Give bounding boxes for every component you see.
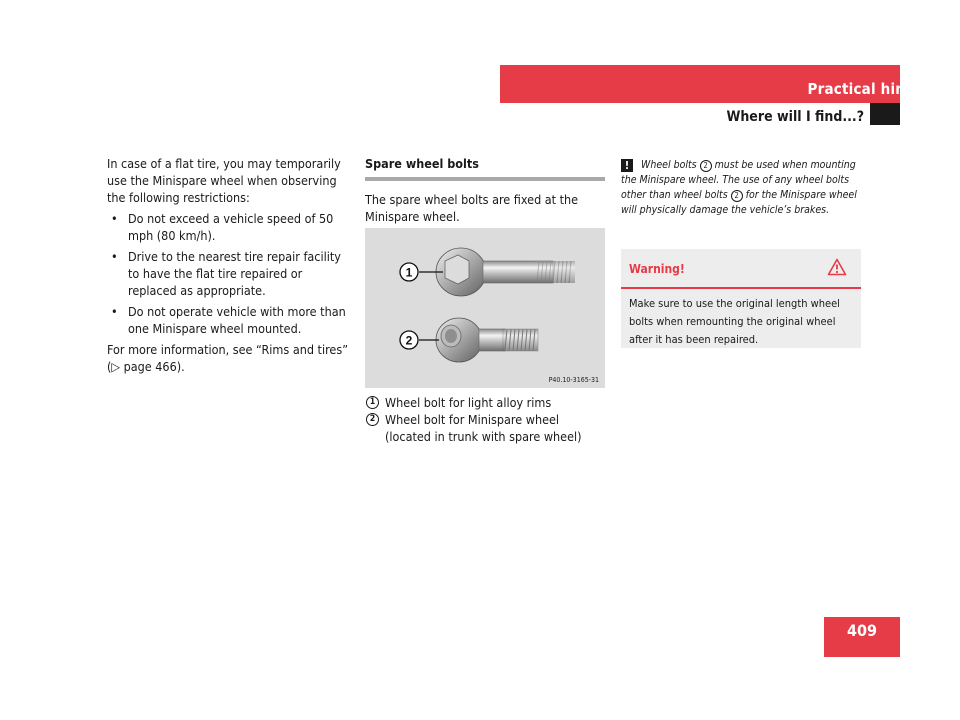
left-column xyxy=(107,155,352,379)
ref-number: 2 xyxy=(700,160,712,172)
callout-2-label: 2 xyxy=(405,333,413,348)
exclamation-icon: ! xyxy=(621,159,633,172)
subsection-title: Where will I find...? xyxy=(726,109,864,125)
light-alloy-bolt xyxy=(436,248,575,296)
legend-item xyxy=(365,411,605,445)
bullet-icon: • xyxy=(111,304,118,319)
legend-number: 1 xyxy=(366,396,379,409)
warning-title: Warning! xyxy=(629,262,685,276)
legend-number: 2 xyxy=(366,413,379,426)
legend-item xyxy=(365,394,605,411)
list-item: • Do not operate vehicle with more than one Minispare wheel mounted. xyxy=(111,304,346,336)
heading-rule xyxy=(365,177,605,181)
list-item: • Drive to the nearest tire repair facility to have the flat tire repaired or replaced as appropriate. xyxy=(111,249,341,298)
list-item: • Do not exceed a vehicle speed of 50 mph (80 km/h). xyxy=(111,211,334,243)
wheel-bolts-illustration xyxy=(365,228,605,388)
intro-text: In case of a flat tire, you may temporarily use the Minispare wheel when observing the following restrictions: xyxy=(107,156,341,205)
section-title: Practical hints xyxy=(807,80,920,98)
callout-1-label: 1 xyxy=(405,265,413,280)
page-number: 409 xyxy=(846,621,878,640)
bullet-icon: • xyxy=(111,249,118,264)
legend-text: Wheel bolt for light alloy rims xyxy=(385,395,552,410)
warning-body: Make sure to use the original length wheel bolts when remounting the original wheel after it has been repaired. xyxy=(629,297,840,346)
minispare-bolt xyxy=(436,318,538,362)
wheel-bolts-figure xyxy=(365,228,605,388)
warning-triangle-icon xyxy=(827,258,847,276)
bullet-icon: • xyxy=(111,211,118,226)
damage-note: ! Wheel bolts 2 must be used when mounting the Minispare wheel. The use of any wheel bolts other than wheel bolts 2 for the Minispare wheel will physically damage the vehicle’s brakes. xyxy=(621,159,857,216)
page-number-box xyxy=(824,617,900,657)
legend-text: Wheel bolt for Minispare wheel (located in trunk with spare wheel) xyxy=(385,412,582,444)
restriction-list xyxy=(107,210,352,337)
figure-legend xyxy=(365,394,605,445)
ref-number: 2 xyxy=(731,190,743,202)
section-body: The spare wheel bolts are fixed at the Minispare wheel. xyxy=(365,192,579,224)
spare-wheel-section xyxy=(365,155,605,234)
figure-code: P40.10-3165-31 xyxy=(548,376,599,384)
warning-header xyxy=(621,249,861,289)
more-info-link[interactable]: For more information, see “Rims and tires” (▷ page 466). xyxy=(107,342,349,374)
section-heading: Spare wheel bolts xyxy=(365,156,479,171)
warning-box xyxy=(621,249,861,348)
header-marker xyxy=(870,103,900,125)
